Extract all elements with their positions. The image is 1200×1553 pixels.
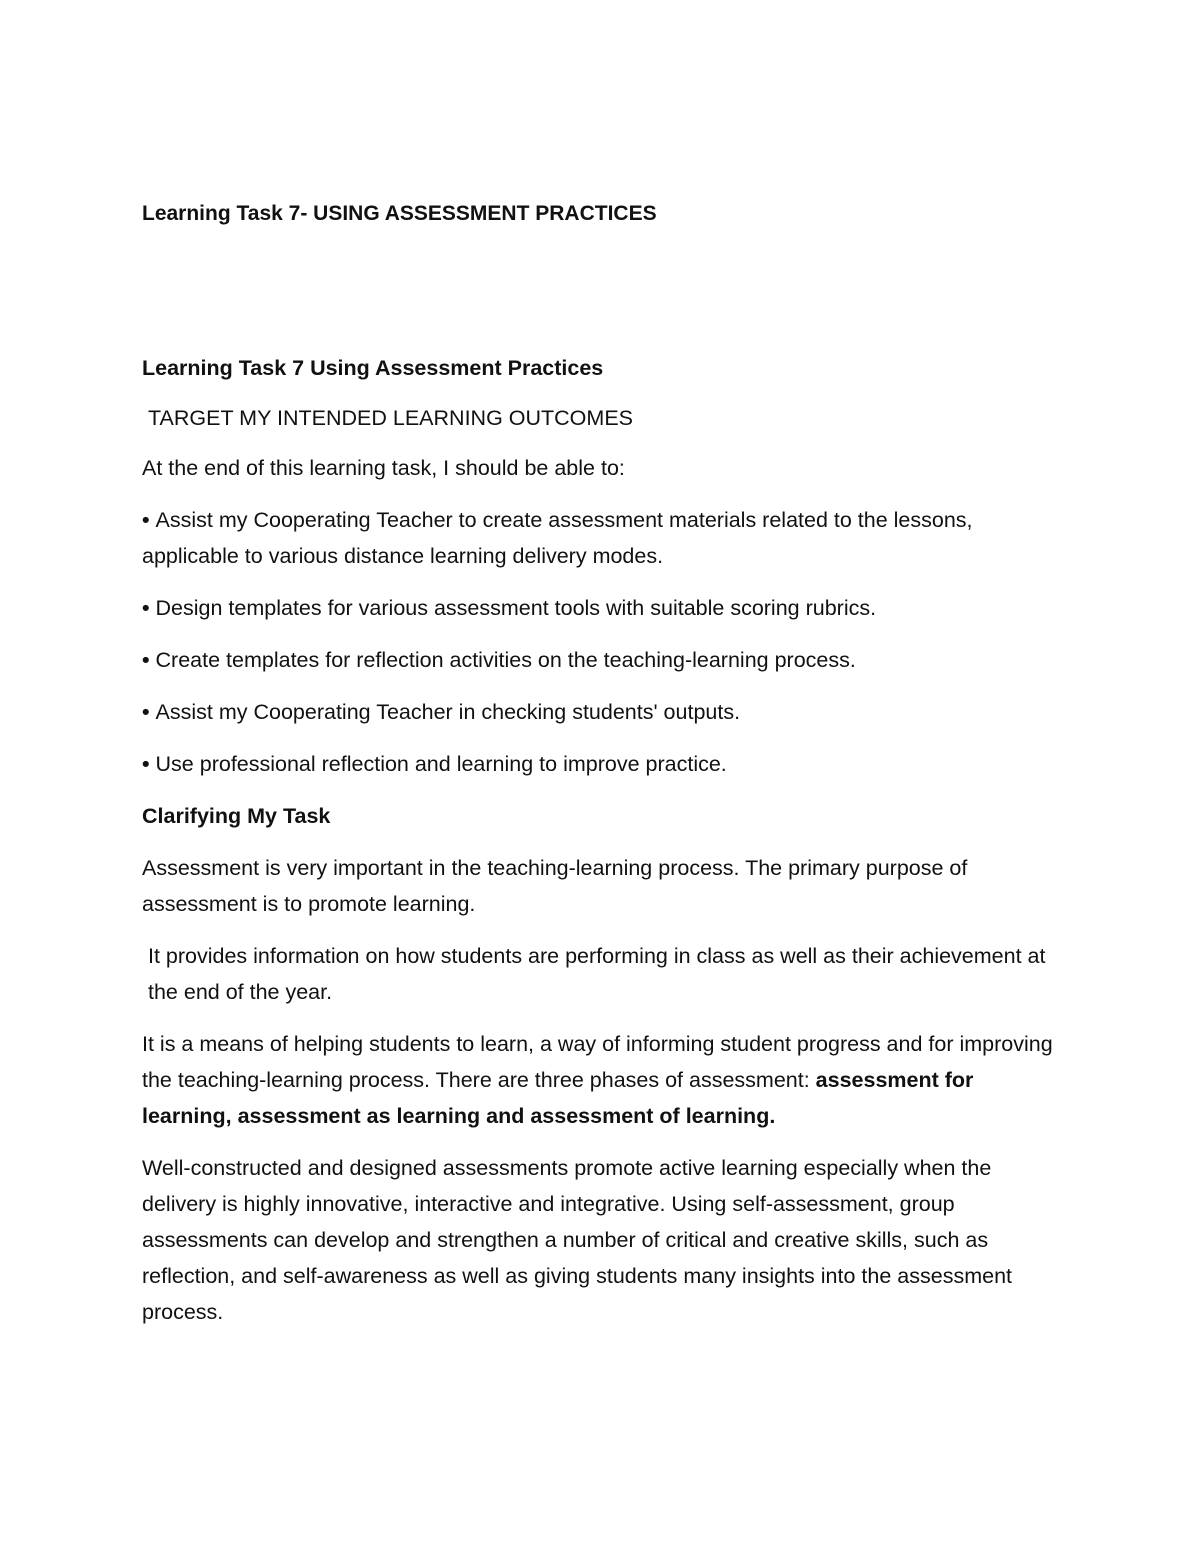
bullet-text: Assist my Cooperating Teacher in checking students' outputs. <box>155 700 741 724</box>
bullet-item <box>142 746 1062 782</box>
clarifying-heading: Clarifying My Task <box>142 804 331 828</box>
document-body <box>142 196 1062 1330</box>
paragraph-assessment-importance: Assessment is very important in the teaching-learning process. The primary purpose of assessment is to promote learning. <box>142 856 968 916</box>
bullet-icon: • <box>142 508 150 532</box>
bullet-icon: • <box>142 648 150 672</box>
intro-text: At the end of this learning task, I should be able to: <box>142 456 625 480</box>
paragraph-well-constructed: Well-constructed and designed assessments promote active learning especially when the delivery is highly innovative, interactive and integrative. Using self-assessment, group assessments can develop and strengthen a number of critical and creative skills, such as reflection, and self-awareness as well as giving students many insights into the assessment process. <box>142 1156 1012 1324</box>
paragraph-information: It provides information on how students are performing in class as well as their achievement at the end of the year. <box>148 944 1046 1004</box>
bullet-icon: • <box>142 700 150 724</box>
paragraph-phases-text: It is a means of helping students to learn, a way of informing student progress and for improving the teaching-learning process. There are three phases of assessment: <box>142 1032 1053 1092</box>
bullet-item <box>142 642 1062 678</box>
bullet-text: Create templates for reflection activities on the teaching-learning process. <box>155 648 856 672</box>
bullet-text: Design templates for various assessment tools with suitable scoring rubrics. <box>155 596 877 620</box>
target-heading: TARGET MY INTENDED LEARNING OUTCOMES <box>148 406 633 430</box>
bullet-icon: • <box>142 596 150 620</box>
paragraph-phases <box>142 1026 1062 1134</box>
section-title: Learning Task 7 Using Assessment Practices <box>142 356 604 380</box>
bullet-text: Use professional reflection and learning to improve practice. <box>155 752 727 776</box>
paragraph-phases-emphasis: assessment for learning, assessment as learning and assessment of learning. <box>142 1068 974 1128</box>
bullet-item <box>142 590 1062 626</box>
bullet-item <box>142 502 1062 574</box>
bullet-text: Assist my Cooperating Teacher to create assessment materials related to the lessons, applicable to various distance learning delivery modes. <box>142 508 973 568</box>
document-title: Learning Task 7- USING ASSESSMENT PRACTICES <box>142 202 657 225</box>
bullet-item <box>142 694 1062 730</box>
bullet-icon: • <box>142 752 150 776</box>
